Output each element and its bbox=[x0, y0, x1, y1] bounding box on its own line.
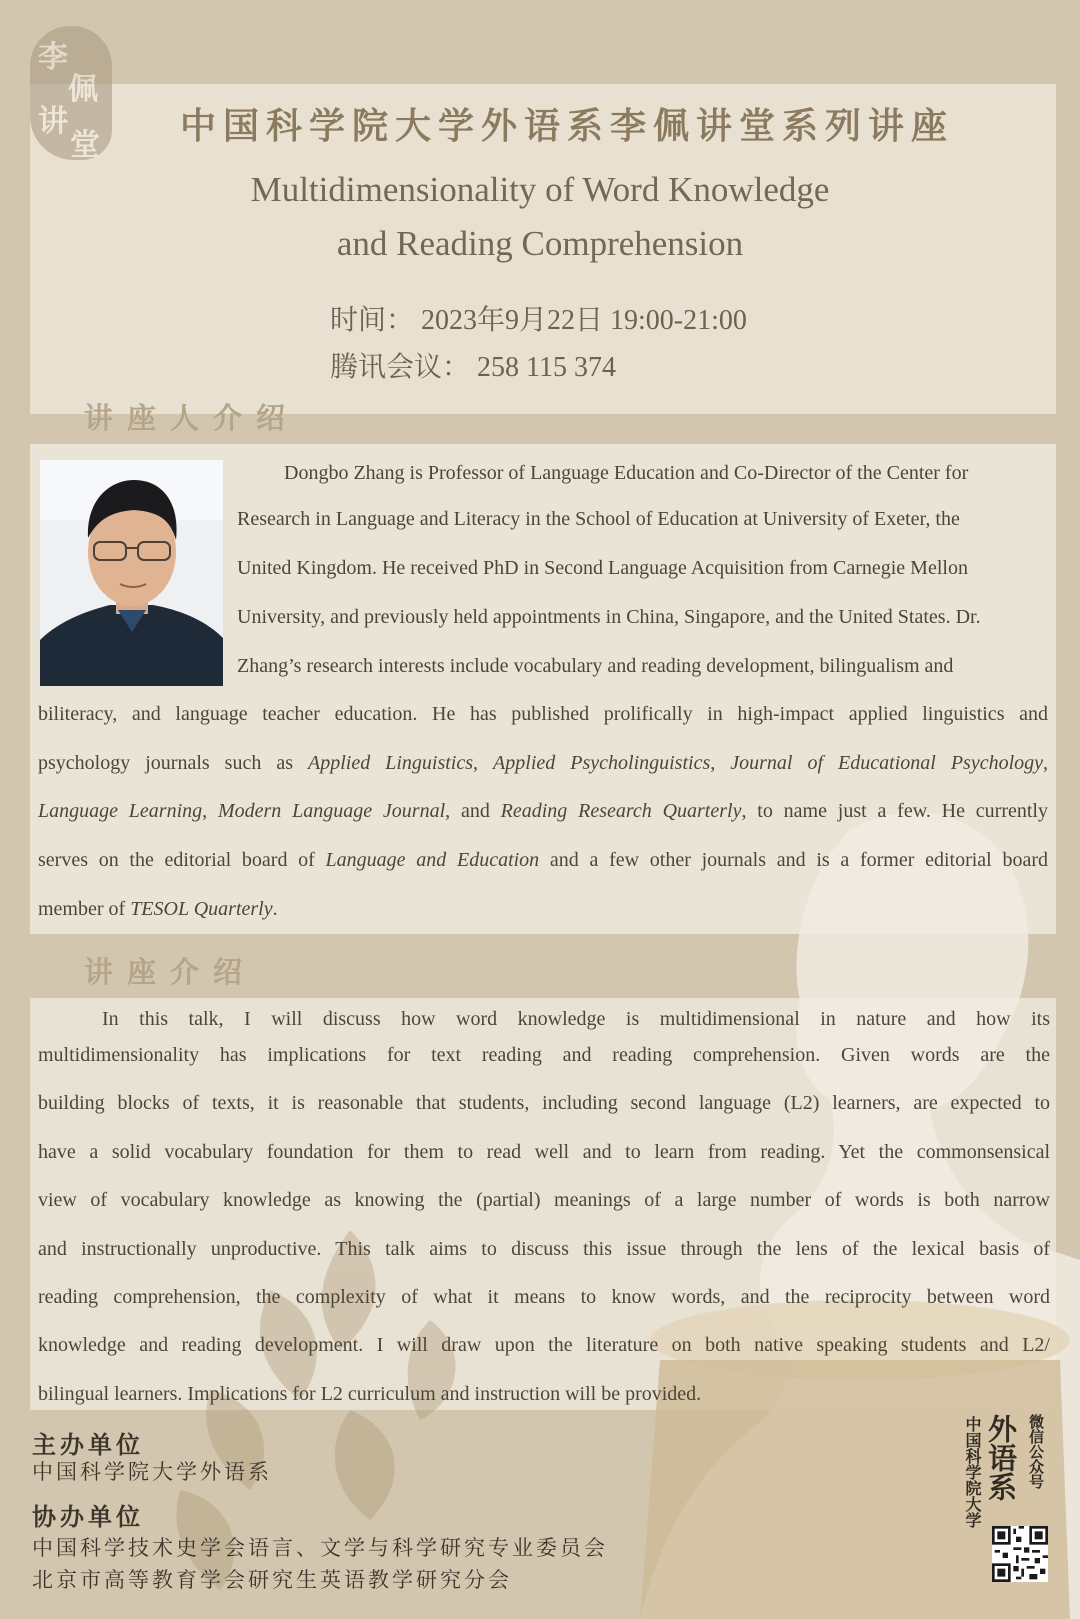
seal-char: 李 bbox=[38, 40, 68, 75]
bio-line bbox=[38, 800, 1048, 823]
meeting-id: 258 115 374 bbox=[477, 352, 616, 383]
lecture-series-seal bbox=[30, 26, 112, 163]
journal-title: Applied Linguistics bbox=[308, 752, 474, 774]
wechat-university-name: 中国科学院大学 bbox=[963, 1416, 982, 1528]
host-organization: 中国科学院大学外语系 bbox=[32, 1460, 272, 1484]
talk-title-line-2: and Reading Comprehension bbox=[336, 224, 744, 263]
journal-title: Language and Education bbox=[325, 849, 540, 871]
journal-title: Reading Research Quarterly bbox=[500, 800, 742, 822]
qr-code-icon[interactable] bbox=[992, 1526, 1048, 1582]
bio-text: member of bbox=[38, 898, 131, 920]
bio-text: , bbox=[710, 752, 731, 774]
abstract-line: have a solid vocabulary foundation for them to read well and to learn from reading. Yet the commonsensical bbox=[38, 1141, 1050, 1163]
talk-section-heading: 讲座介绍 bbox=[84, 955, 257, 989]
bio-text: , bbox=[473, 752, 494, 774]
host-heading: 主办单位 bbox=[32, 1430, 144, 1459]
co-organizer: 北京市高等教育学会研究生英语教学研究分会 bbox=[32, 1568, 512, 1592]
co-organizer-heading: 协办单位 bbox=[32, 1502, 144, 1531]
bio-line: Zhang’s research interests include vocabulary and reading development, bilingualism and bbox=[237, 655, 954, 677]
meeting-label: 腾讯会议： bbox=[330, 352, 471, 383]
abstract-line: bilingual learners. Implications for L2 curriculum and instruction will be provided. bbox=[38, 1383, 702, 1405]
journal-title: Language Learning bbox=[38, 800, 203, 822]
bio-text: , bbox=[1043, 752, 1049, 774]
wechat-department-name: 外语系 bbox=[984, 1414, 1018, 1501]
bio-text: , and bbox=[445, 800, 501, 822]
abstract-line: view of vocabulary knowledge as knowing the (partial) meanings of a large number of words is both narrow bbox=[38, 1189, 1050, 1211]
abstract-line: knowledge and reading development. I will draw upon the literature on both native speaking students and L2/ bbox=[38, 1334, 1050, 1356]
wechat-official-account-label: 微信公众号 bbox=[1027, 1414, 1045, 1489]
bio-text: serves on the editorial board of bbox=[38, 849, 326, 871]
series-title: 中国科学院大学外语系李佩讲堂系列讲座 bbox=[180, 105, 955, 147]
time-value: 2023年9月22日 19:00-21:00 bbox=[421, 305, 747, 336]
time-label: 时间： bbox=[330, 305, 415, 336]
abstract-line: building blocks of texts, it is reasonable that students, including second language (L2) learners, are expected to bbox=[38, 1092, 1050, 1114]
time-row bbox=[330, 298, 747, 338]
journal-title: Modern Language Journal bbox=[217, 800, 446, 822]
bio-line: Research in Language and Literacy in the School of Education at University of Exeter, the bbox=[237, 508, 960, 530]
speaker-section-heading: 讲座人介绍 bbox=[84, 401, 300, 435]
abstract-line: multidimensionality has implications for text reading and reading comprehension. Given words are the bbox=[38, 1044, 1050, 1066]
talk-title-line-1: Multidimensionality of Word Knowledge bbox=[250, 170, 830, 209]
abstract-line: reading comprehension, the complexity of what it means to know words, and the reciprocity between word bbox=[38, 1286, 1050, 1308]
journal-title: TESOL Quarterly bbox=[130, 898, 273, 920]
bio-line bbox=[38, 898, 278, 921]
bio-text: . bbox=[272, 898, 278, 920]
seal-char: 讲 bbox=[38, 104, 68, 139]
seal-char: 堂 bbox=[70, 128, 100, 163]
bio-line: University, and previously held appointments in China, Singapore, and the United States. Dr. bbox=[237, 606, 981, 628]
seal-char: 佩 bbox=[68, 72, 98, 107]
bio-line: Dongbo Zhang is Professor of Language Education and Co-Director of the Center for bbox=[284, 462, 969, 484]
meeting-row bbox=[330, 345, 616, 385]
co-organizer: 中国科学技术史学会语言、文学与科学研究专业委员会 bbox=[32, 1536, 608, 1560]
bio-line bbox=[38, 849, 1048, 872]
bio-text: , to name just a few. He currently bbox=[741, 800, 1048, 822]
bio-text: and a few other journals and is a former editorial board bbox=[539, 849, 1048, 871]
bio-text: , bbox=[202, 800, 218, 822]
abstract-line: and instructionally unproductive. This talk aims to discuss this issue through the lens of the lexical basis of bbox=[38, 1238, 1050, 1260]
bio-line: United Kingdom. He received PhD in Second Language Acquisition from Carnegie Mellon bbox=[237, 557, 968, 579]
bio-line: biliteracy, and language teacher education. He has published prolifically in high-impact applied linguistics and bbox=[38, 703, 1048, 725]
journal-title: Applied Psycholinguistics bbox=[493, 752, 711, 774]
bio-line bbox=[38, 752, 1048, 775]
journal-title: Journal of Educational Psychology bbox=[730, 752, 1044, 774]
bio-text: psychology journals such as bbox=[38, 752, 309, 774]
speaker-portrait bbox=[40, 460, 223, 686]
wechat-account-block bbox=[964, 1412, 1064, 1584]
abstract-line: In this talk, I will discuss how word knowledge is multidimensional in nature and how its bbox=[102, 1008, 1050, 1030]
